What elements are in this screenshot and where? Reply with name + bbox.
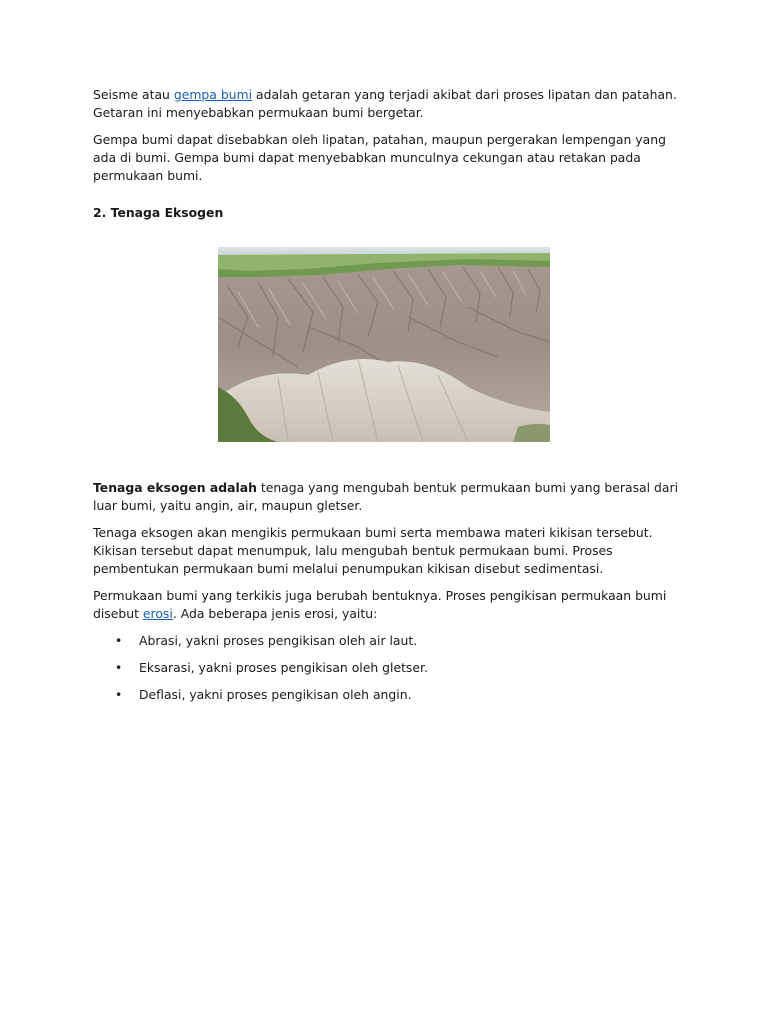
paragraph-erosi-text-end: . Ada beberapa jenis erosi, yaitu:: [172, 606, 378, 621]
paragraph-gempa-bumi: Gempa bumi dapat disebabkan oleh lipatan, patahan, maupun pergerakan lempengan yang ada di bumi. Gempa bumi dapat menyebabkan munculnya cekungan atau retakan pada permukaan bumi.: [93, 132, 666, 183]
paragraph-tenaga-eksogen-definition: [93, 479, 683, 515]
paragraph-erosi: [93, 587, 683, 623]
bullet-icon: •: [115, 687, 123, 702]
bullet-icon: •: [115, 633, 123, 648]
list-item: [93, 659, 683, 677]
bullet-icon: •: [115, 660, 123, 675]
paragraph-seisme: [93, 86, 683, 122]
paragraph-seisme-text-end: adalah getaran yang terjadi akibat dari proses lipatan dan patahan. Getaran ini menyebabkan permukaan bumi bergetar.: [93, 87, 677, 120]
gempa-bumi-link[interactable]: gempa bumi: [173, 87, 253, 102]
section-1-text: [93, 86, 683, 194]
list-item: [93, 632, 683, 650]
list-item: [93, 686, 683, 704]
paragraph-seisme-text-start: Seisme atau: [93, 87, 174, 102]
paragraph-erosi-text-start: Permukaan bumi yang terkikis juga berubah bentuknya. Proses pengikisan permukaan bumi disebut: [93, 588, 667, 621]
erosion-types-list: [93, 632, 683, 704]
section-heading-tenaga-eksogen: 2. Tenaga Eksogen: [93, 205, 224, 220]
bold-term: Tenaga eksogen adalah: [93, 480, 257, 495]
badlands-erosion-photo: [218, 247, 550, 442]
paragraph-sedimentasi: Tenaga eksogen akan mengikis permukaan bumi serta membawa materi kikisan tersebut. Kikisan tersebut dapat menumpuk, lalu mengubah bentuk permukaan bumi. Proses pembentukan permukaan bumi melalui penumpukan kikisan disebut sedimentasi.: [93, 525, 653, 576]
list-item-text: Eksarasi, yakni proses pengikisan oleh gletser.: [139, 660, 428, 675]
list-item-text: Abrasi, yakni proses pengikisan oleh air laut.: [139, 633, 418, 648]
definition-text: tenaga yang mengubah bentuk permukaan bumi yang berasal dari luar bumi, yaitu angin, air, maupun gletser.: [93, 480, 679, 513]
erosi-link[interactable]: erosi: [142, 606, 173, 621]
list-item-text: Deflasi, yakni proses pengikisan oleh angin.: [139, 687, 412, 702]
section-2-text: [93, 479, 683, 713]
